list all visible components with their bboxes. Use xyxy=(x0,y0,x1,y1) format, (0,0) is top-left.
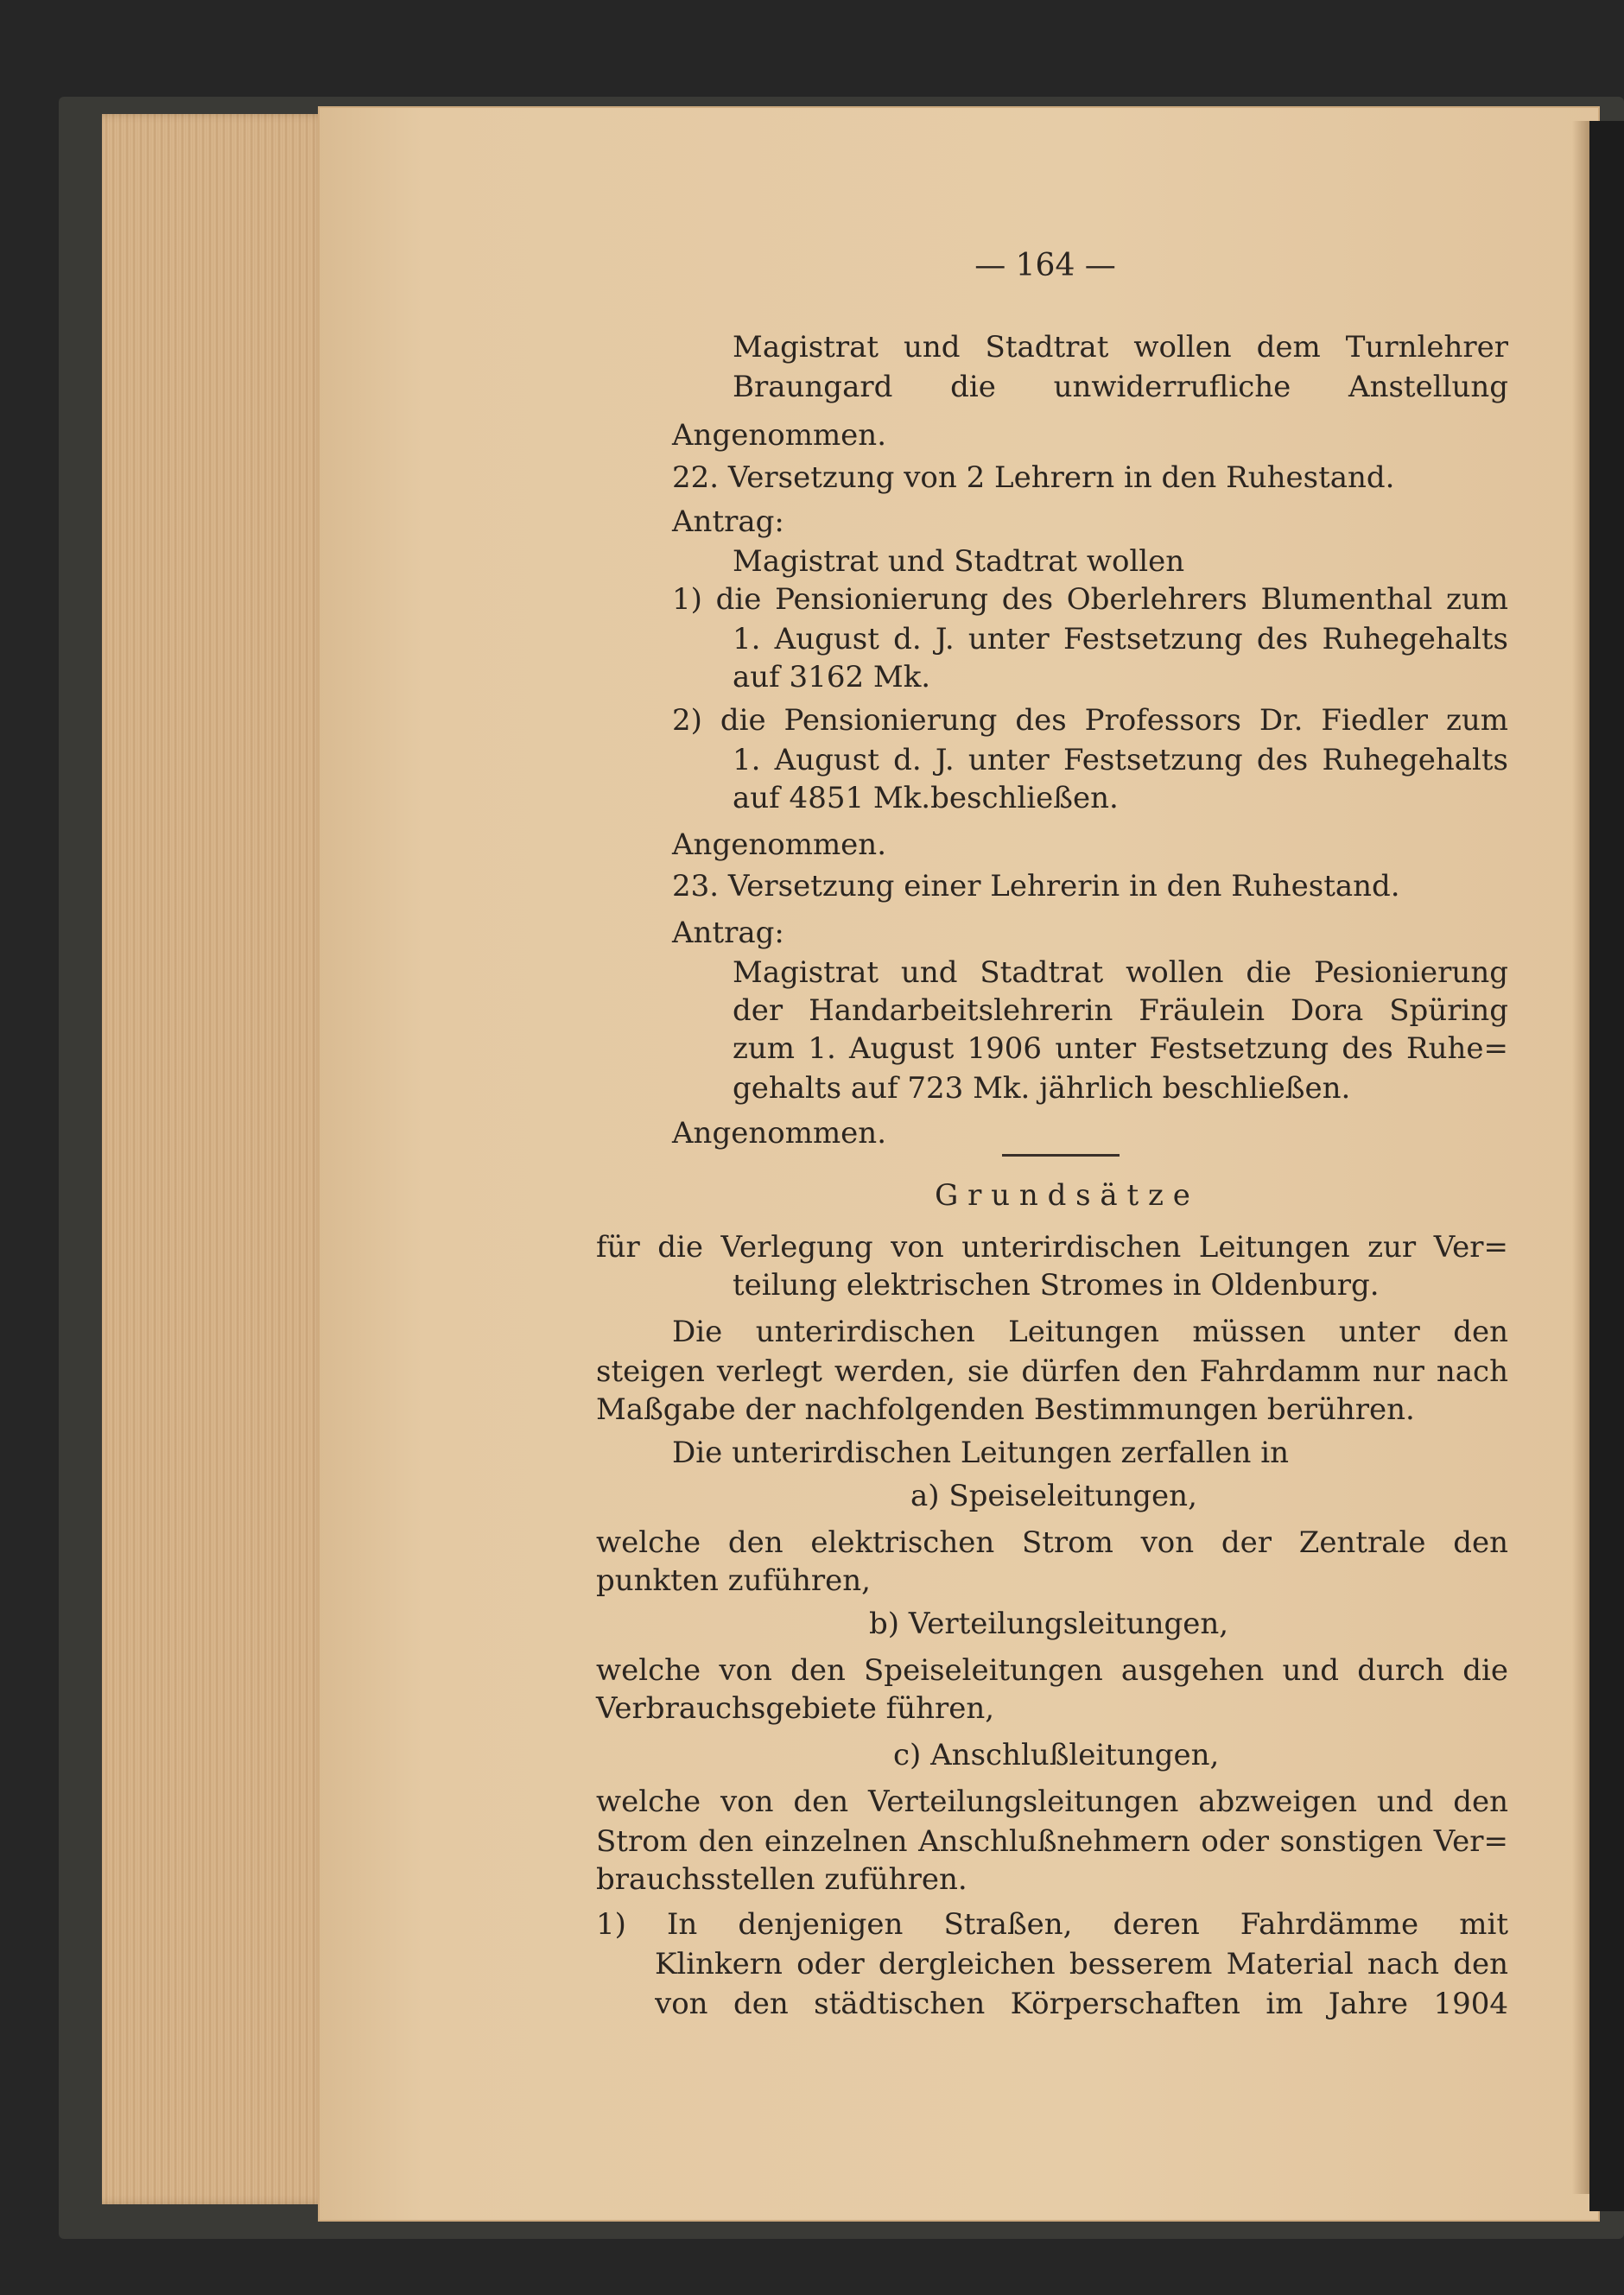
text-line: 1) die Pensionierung des Oberlehrers Blumenthal zum xyxy=(672,582,1508,617)
text-line: brauchsstellen zuführen. xyxy=(596,1862,967,1897)
text-line: teilung elektrischen Stromes in Oldenburg. xyxy=(733,1268,1380,1303)
text-line: b) Verteilungsleitungen, xyxy=(869,1607,1229,1641)
text-line: auf 3162 Mk. xyxy=(733,660,931,694)
text-line: 23. Versetzung einer Lehrerin in den Ruhestand. xyxy=(672,869,1400,903)
text-line: von den städtischen Körperschaften im Jahre 1904 xyxy=(655,1987,1508,2021)
text-line: auf 4851 Mk.beschließen. xyxy=(733,781,1119,815)
text-line: zum 1. August 1906 unter Festsetzung des Ruhe= xyxy=(733,1031,1508,1066)
text-line: Antrag: xyxy=(672,504,784,539)
section-heading: G r u n d s ä t z e xyxy=(935,1178,1190,1213)
page-number: — 164 — xyxy=(974,248,1116,283)
text-line: Angenommen. xyxy=(672,418,887,453)
text-line: Antrag: xyxy=(672,916,784,950)
text-line: der Handarbeitslehrerin Fräulein Dora Spüring xyxy=(733,993,1508,1028)
text-line: Die unterirdischen Leitungen müssen unter den xyxy=(672,1315,1508,1349)
text-line: 1. August d. J. unter Festsetzung des Ruhegehalts xyxy=(733,743,1508,777)
text-line: Maßgabe der nachfolgenden Bestimmungen berühren. xyxy=(596,1392,1415,1427)
text-line: Die unterirdischen Leitungen zerfallen in xyxy=(672,1436,1289,1470)
text-line: c) Anschlußleitungen, xyxy=(893,1738,1220,1772)
text-line: punkten zuführen, xyxy=(596,1563,871,1598)
text-line: welche von den Verteilungsleitungen abzweigen und den xyxy=(596,1785,1508,1819)
text-line: Strom den einzelnen Anschlußnehmern oder sonstigen Ver= xyxy=(596,1824,1508,1859)
text-line: für die Verlegung von unterirdischen Leitungen zur Ver= xyxy=(596,1230,1508,1265)
text-line: 1) In denjenigen Straßen, deren Fahrdämme mit xyxy=(596,1907,1508,1942)
text-line: Magistrat und Stadtrat wollen dem Turnlehrer xyxy=(733,330,1508,365)
text-line: Magistrat und Stadtrat wollen xyxy=(733,544,1185,579)
text-line: 1. August d. J. unter Festsetzung des Ruhegehalts xyxy=(733,622,1508,656)
section-divider xyxy=(1002,1154,1120,1157)
text-line: Braungard die unwiderrufliche Anstellung xyxy=(733,370,1508,404)
text-line: gehalts auf 723 Mk. jährlich beschließen. xyxy=(733,1071,1351,1106)
text-line: 22. Versetzung von 2 Lehrern in den Ruhestand. xyxy=(672,460,1395,495)
text-line: 2) die Pensionierung des Professors Dr. Fiedler zum xyxy=(672,703,1508,738)
text-line: welche den elektrischen Strom von der Zentrale den xyxy=(596,1525,1508,1560)
text-line: Angenommen. xyxy=(672,1116,887,1151)
text-line: a) Speiseleitungen, xyxy=(910,1479,1197,1513)
text-line: Klinkern oder dergleichen besserem Material nach den xyxy=(655,1947,1508,1981)
text-line: Angenommen. xyxy=(672,827,887,862)
text-line: steigen verlegt werden, sie dürfen den Fahrdamm nur nach xyxy=(596,1354,1508,1389)
text-line: welche von den Speiseleitungen ausgehen und durch die xyxy=(596,1653,1508,1688)
text-line: Magistrat und Stadtrat wollen die Pesionierung xyxy=(733,955,1508,990)
text-line: Verbrauchsgebiete führen, xyxy=(596,1691,995,1726)
